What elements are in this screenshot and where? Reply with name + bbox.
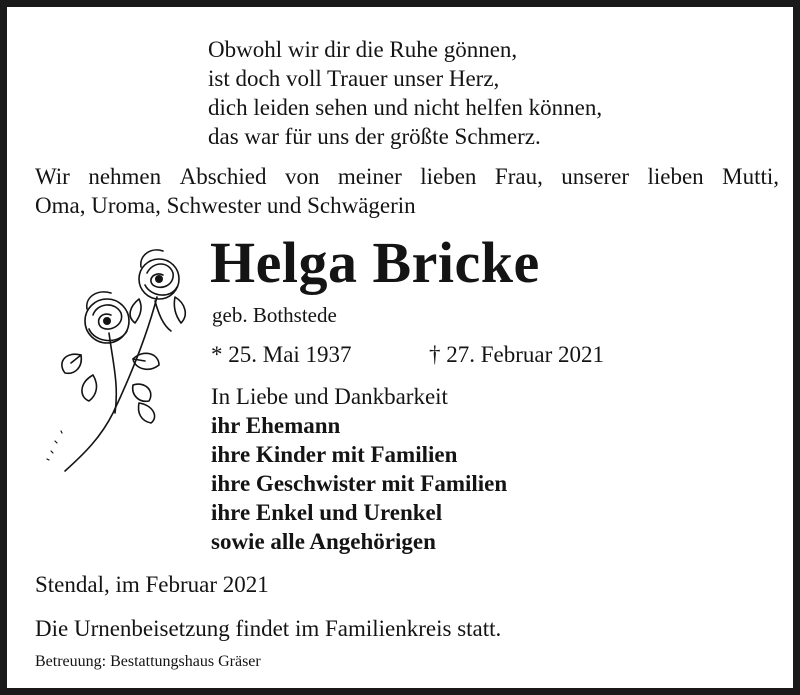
poem-line: Obwohl wir dir die Ruhe gönnen, xyxy=(208,37,518,62)
poem-line: das war für uns der größte Schmerz. xyxy=(208,124,541,149)
farewell-line-2: Oma, Uroma, Schwester und Schwägerin xyxy=(35,193,416,218)
word: Frau, xyxy=(494,164,543,189)
mourner: ihre Enkel und Urenkel xyxy=(211,500,443,525)
mourner: ihr Ehemann xyxy=(211,413,341,438)
word: lieben xyxy=(647,164,704,189)
roses-icon xyxy=(35,245,195,477)
death-date: † 27. Februar 2021 xyxy=(429,342,605,367)
mourners-lead: In Liebe und Dankbarkeit xyxy=(211,384,448,409)
maiden-name: geb. Bothstede xyxy=(212,303,337,327)
word: meiner xyxy=(337,164,402,189)
birth-date: * 25. Mai 1937 xyxy=(211,342,352,367)
poem xyxy=(208,35,602,151)
word: Abschied xyxy=(179,164,267,189)
word: unserer xyxy=(561,164,629,189)
word: nehmen xyxy=(88,164,162,189)
word: von xyxy=(284,164,320,189)
mourner: ihre Kinder mit Familien xyxy=(211,442,458,467)
place-date: Stendal, im Februar 2021 xyxy=(35,572,269,597)
mourners xyxy=(211,382,507,556)
farewell-intro xyxy=(35,162,779,220)
urn-notice: Die Urnenbeisetzung findet im Familienkreis statt. xyxy=(35,616,502,641)
farewell-line-1 xyxy=(35,162,779,191)
word: lieben xyxy=(420,164,477,189)
mourner: ihre Geschwister mit Familien xyxy=(211,471,508,496)
mourner: sowie alle Angehörigen xyxy=(211,529,436,554)
funeral-home: Betreuung: Bestattungshaus Gräser xyxy=(35,653,261,670)
poem-line: dich leiden sehen und nicht helfen können, xyxy=(208,95,603,120)
poem-line: ist doch voll Trauer unser Herz, xyxy=(208,66,500,91)
word: Wir xyxy=(35,164,70,189)
deceased-name: Helga Bricke xyxy=(210,230,540,295)
word: Mutti, xyxy=(722,164,779,189)
